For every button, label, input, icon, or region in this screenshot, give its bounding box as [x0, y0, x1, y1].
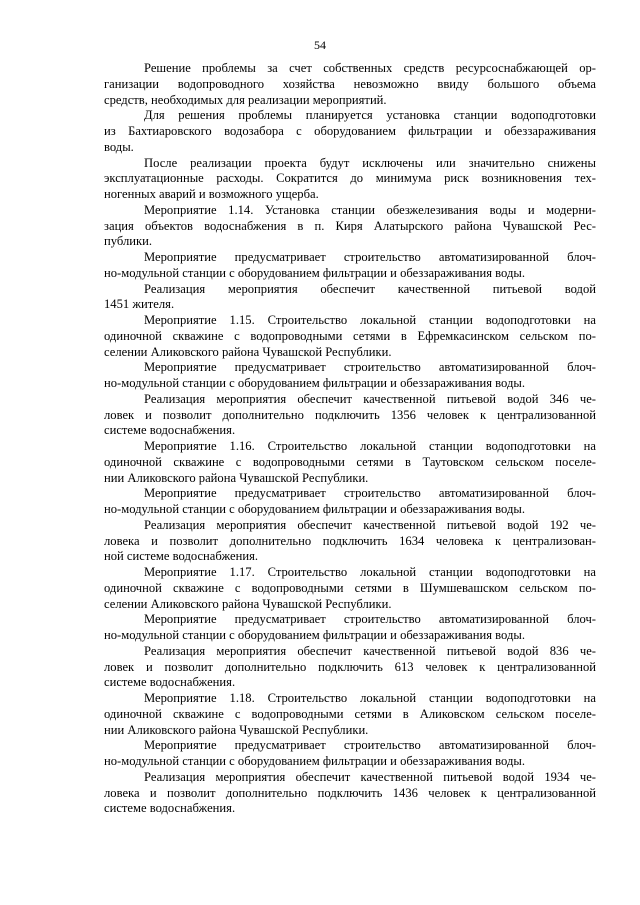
paragraph-line: Мероприятие предусматривает строительство автоматизированной блоч-: [144, 612, 596, 627]
paragraph-line: зация объектов водоснабжения в п. Киря Алатырского района Чувашской Рес-: [104, 218, 596, 233]
paragraph-line: публики.: [104, 234, 152, 249]
paragraph: [104, 486, 596, 518]
paragraph-line: Мероприятие предусматривает строительство автоматизированной блоч-: [144, 738, 596, 753]
paragraph-line: нии Аликовского района Чувашской Республики.: [104, 722, 369, 737]
paragraph-line: но-модульной станции с оборудованием фильтрации и обеззараживания воды.: [104, 376, 525, 390]
paragraph-line: воды.: [104, 139, 134, 154]
paragraph-line: но-модульной станции с оборудованием фильтрации и обеззараживания воды.: [104, 265, 525, 280]
document-body: [104, 61, 596, 817]
paragraph-line: но-модульной станции с оборудованием фильтрации и обеззараживания воды.: [104, 628, 525, 642]
paragraph-line: Мероприятие 1.16. Строительство локальной станции водоподготовки на: [144, 439, 596, 453]
paragraph: [104, 203, 596, 250]
paragraph-line: средств, необходимых для реализации мероприятий.: [104, 92, 387, 107]
paragraph: [104, 612, 596, 644]
paragraph-line: Мероприятие предусматривает строительство автоматизированной блоч-: [144, 360, 596, 375]
paragraph-line: Реализация мероприятия обеспечит качественной питьевой водой 192 че-: [144, 517, 596, 532]
paragraph-line: Реализация мероприятия обеспечит качественной питьевой водой 346 че-: [144, 391, 596, 406]
paragraph-line: Мероприятие 1.15. Строительство локальной станции водоподготовки на: [144, 313, 596, 327]
paragraph: [104, 518, 596, 565]
paragraph-line: Мероприятие предусматривает строительство автоматизированной блоч-: [144, 250, 596, 264]
paragraph-line: ловек и позволит дополнительно подключить 1356 человек к централизованной: [104, 407, 596, 422]
paragraph-line: ловека и позволит дополнительно подключить 1436 человек к централизованной: [104, 785, 596, 800]
page-number: 54: [314, 38, 326, 52]
paragraph-line: эксплуатационные расходы. Сократится до минимума риск возникновения тех-: [104, 171, 596, 186]
paragraph: [104, 360, 596, 392]
paragraph-line: одиночной скважине с водопроводными сетями в Ефремкасинском сельском по-: [104, 328, 596, 343]
paragraph-line: системе водоснабжения.: [104, 675, 236, 690]
paragraph: [104, 313, 596, 360]
paragraph-line: из Бахтиаровского водозабора с оборудованием фильтрации и обеззараживания: [104, 124, 596, 138]
paragraph-line: ловека и позволит дополнительно подключить 1634 человека к централизован-: [104, 533, 596, 548]
paragraph: [104, 250, 596, 282]
paragraph-line: Реализация мероприятия обеспечит качественной питьевой водой 836 че-: [144, 643, 596, 658]
paragraph-line: Мероприятие 1.17. Строительство локальной станции водоподготовки на: [144, 565, 596, 579]
paragraph-line: Для решения проблемы планируется установка станции водоподготовки: [144, 108, 596, 123]
paragraph-line: ганизации водопроводного хозяйства невозможно ввиду большого объема: [104, 76, 596, 91]
paragraph: [104, 282, 596, 314]
paragraph-line: ной системе водоснабжения.: [104, 549, 259, 564]
paragraph-line: ловек и позволит дополнительно подключить 613 человек к централизованной: [104, 659, 596, 674]
paragraph-line: Мероприятие 1.14. Установка станции обезжелезивания воды и модерни-: [144, 202, 596, 217]
paragraph-line: нии Аликовского района Чувашской Республики.: [104, 470, 369, 485]
paragraph-line: После реализации проекта будут исключены или значительно снижены: [144, 155, 596, 170]
paragraph-line: Мероприятие 1.18. Строительство локальной станции водоподготовки на: [144, 691, 596, 705]
paragraph-line: одиночной скважине с водопроводными сетями в Аликовском сельском поселе-: [104, 706, 596, 721]
paragraph: [104, 644, 596, 691]
paragraph: [104, 156, 596, 203]
paragraph: [104, 691, 596, 738]
paragraph-line: Решение проблемы за счет собственных средств ресурсоснабжающей ор-: [144, 61, 596, 75]
paragraph: [104, 565, 596, 612]
paragraph-line: Мероприятие предусматривает строительство автоматизированной блоч-: [144, 486, 596, 501]
paragraph: [104, 738, 596, 770]
paragraph-line: 1451 жителя.: [104, 297, 175, 312]
paragraph-line: одиночной скважине с водопроводными сетями в Таутовском сельском поселе-: [104, 454, 596, 469]
paragraph: [104, 61, 596, 108]
paragraph-line: селении Аликовского района Чувашской Республики.: [104, 596, 392, 611]
paragraph-line: но-модульной станции с оборудованием фильтрации и обеззараживания воды.: [104, 754, 525, 768]
paragraph-line: системе водоснабжения.: [104, 423, 236, 438]
paragraph-line: селении Аликовского района Чувашской Республики.: [104, 344, 392, 359]
paragraph: [104, 439, 596, 486]
paragraph: [104, 108, 596, 155]
paragraph-line: одиночной скважине с водопроводными сетями в Шумшевашском сельском по-: [104, 580, 596, 595]
paragraph-line: Реализация мероприятия обеспечит качественной питьевой водой 1934 че-: [144, 769, 596, 784]
paragraph-line: системе водоснабжения.: [104, 801, 236, 816]
paragraph-line: но-модульной станции с оборудованием фильтрации и обеззараживания воды.: [104, 502, 525, 516]
paragraph-line: Реализация мероприятия обеспечит качественной питьевой водой: [144, 281, 596, 296]
paragraph: [104, 392, 596, 439]
paragraph-line: ногенных аварий и возможного ущерба.: [104, 187, 319, 201]
paragraph: [104, 770, 596, 817]
